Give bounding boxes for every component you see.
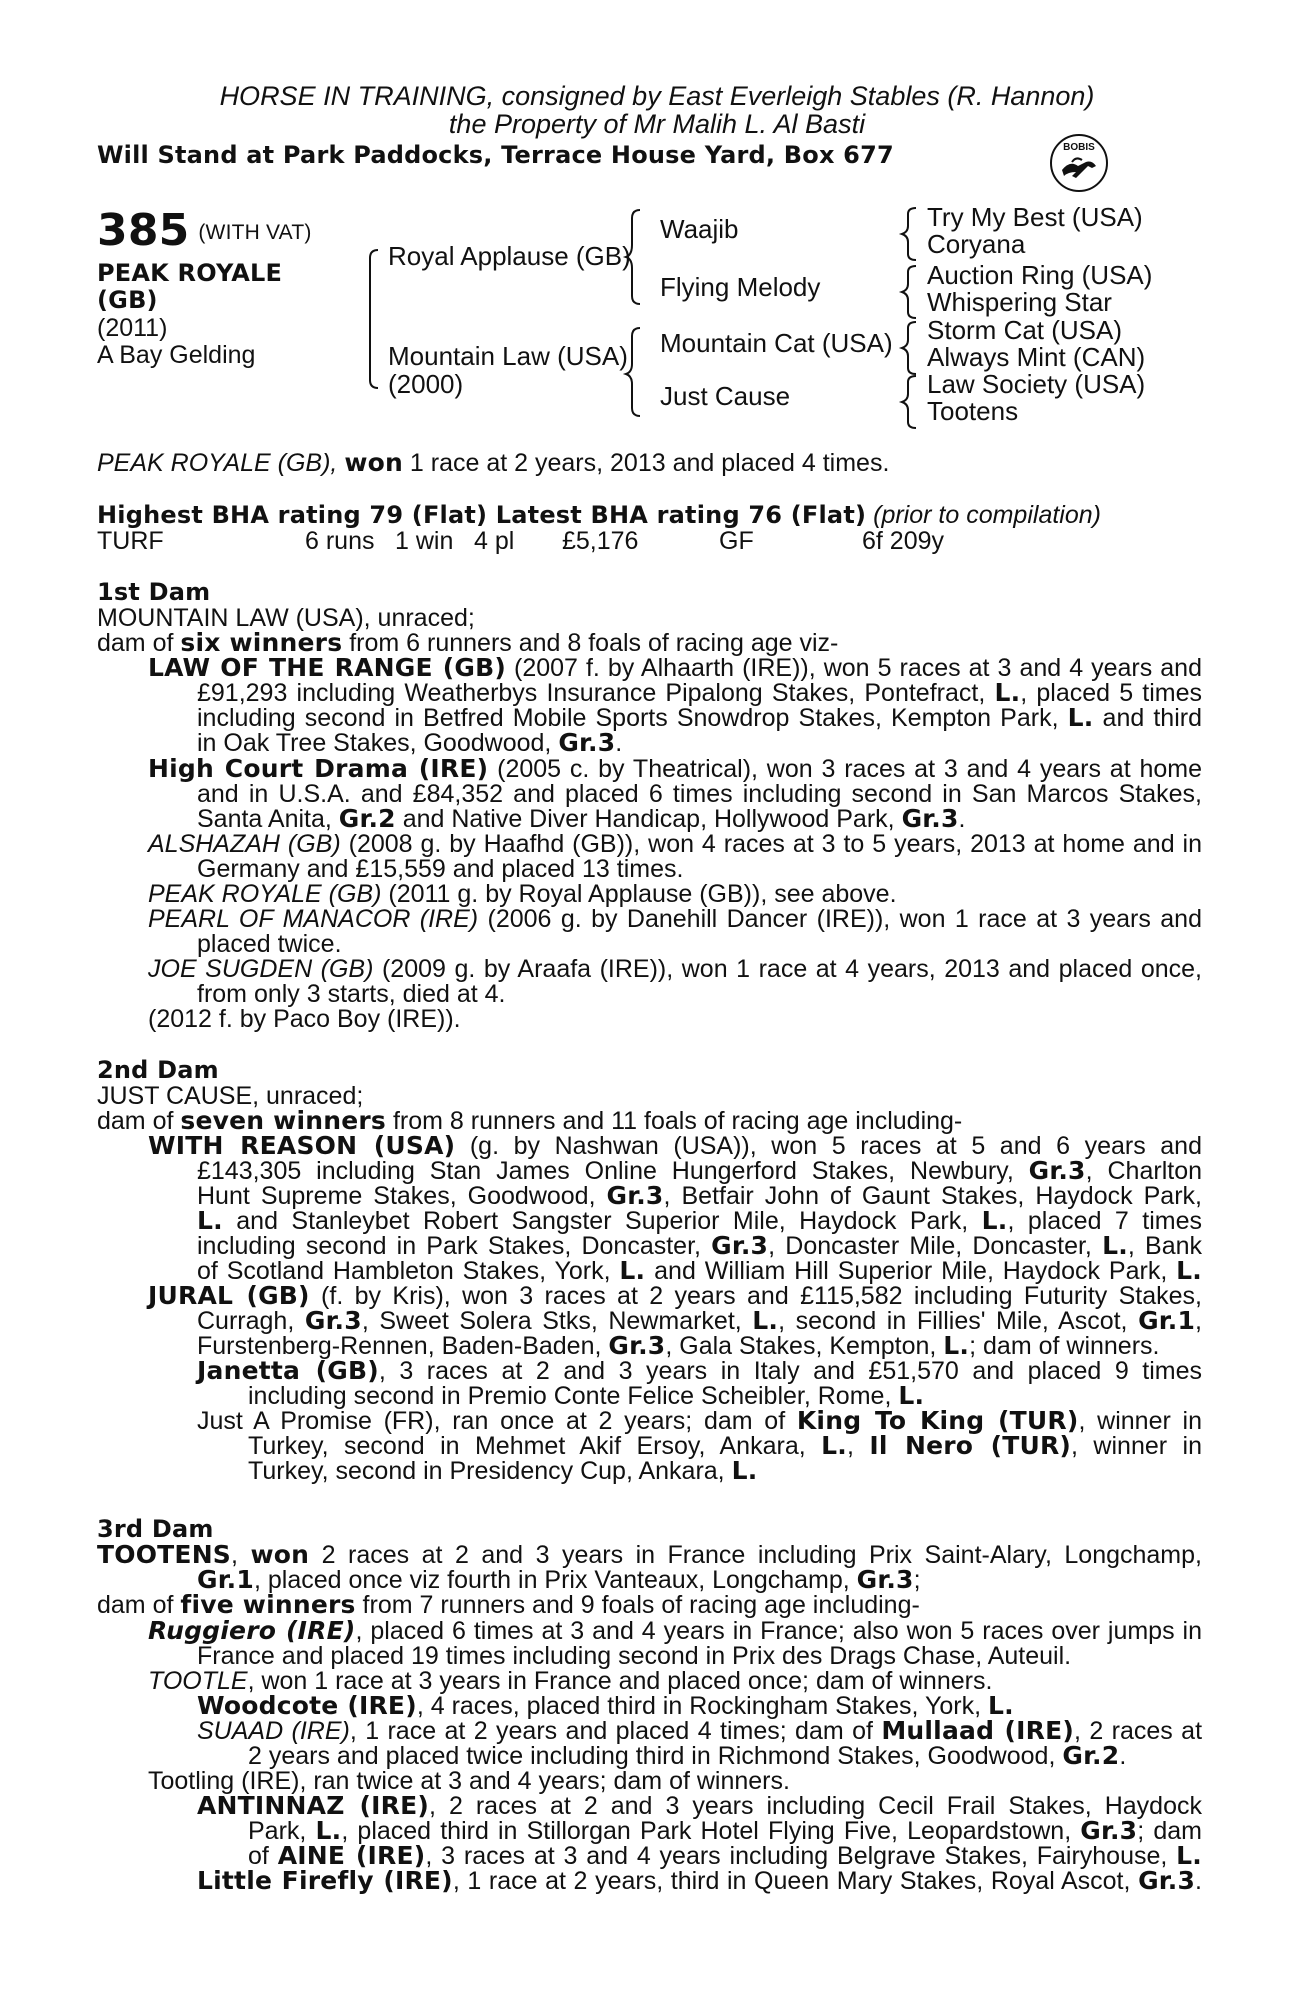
text: , placed third in Stillorgan Park Hotel Flying Five, Leopardstown, xyxy=(341,1817,1081,1845)
lot-name-line-2: (GB) xyxy=(97,286,158,314)
sire: Royal Applause (GB) xyxy=(388,241,631,271)
text: , placed 7 times xyxy=(1007,1207,1202,1235)
second-dam-line-1: JUST CAUSE, unraced; xyxy=(97,1082,364,1110)
text: , Gala Stakes, Kempton, xyxy=(665,1332,944,1360)
produce-entry xyxy=(197,1793,1202,1819)
text: , 1 race at 2 years, third in Queen Mary Stakes, Royal Ascot, xyxy=(452,1867,1139,1895)
text: , 2 races at 2 and 3 years including Cecil Frail Stakes, Haydock xyxy=(429,1792,1202,1820)
horse-name: Ruggiero (IRE) xyxy=(148,1616,356,1645)
grade: L. xyxy=(1102,1231,1128,1260)
third-dam-heading: 3rd Dam xyxy=(97,1515,214,1543)
record-wins: 1 win xyxy=(395,527,454,555)
horse-name: TOOTENS xyxy=(97,1540,232,1569)
horse-name: Mullaad (IRE) xyxy=(881,1716,1075,1745)
grade: L. xyxy=(315,1816,342,1845)
text: (2008 g. by Haafhd (GB)), won 4 races at 3 to 5 years, 2013 at home and in xyxy=(340,830,1202,858)
sire-sire: Waajib xyxy=(660,214,739,244)
grade: L. xyxy=(943,1331,970,1360)
lot-year: (2011) xyxy=(97,314,168,342)
text: , xyxy=(231,1541,251,1569)
text: (2011 g. by Royal Applause (GB)), see above. xyxy=(381,880,897,908)
text: , winner in xyxy=(1071,1432,1202,1460)
text: (f. by Kris), won 3 races at 2 years and £115,582 including Futurity Stakes, xyxy=(309,1282,1202,1310)
grade: L. xyxy=(752,1306,779,1335)
grade: L. xyxy=(619,1256,646,1285)
produce-entry-cont xyxy=(248,1433,1202,1459)
ss-dam: Coryana xyxy=(927,229,1026,259)
lot-vat: (WITH VAT) xyxy=(198,221,312,244)
text: and third xyxy=(1093,704,1202,732)
winner-count: seven winners xyxy=(180,1106,386,1135)
text: . xyxy=(615,729,623,757)
text: from 7 runners and 9 foals of racing age including- xyxy=(355,1591,920,1619)
text: 2 years and placed twice including third in Richmond Stakes, Goodwood, xyxy=(248,1742,1063,1770)
produce-entry-cont xyxy=(197,680,1202,706)
text: 2 races at 2 and 3 years in France including Prix Saint-Alary, Longchamp, xyxy=(309,1541,1202,1569)
text: dam of xyxy=(97,1107,181,1135)
text: from 8 runners and 11 foals of racing age including- xyxy=(386,1107,963,1135)
text: ; xyxy=(913,1566,921,1594)
record-earnings: £5,176 xyxy=(562,527,639,555)
text: , Doncaster Mile, Doncaster, xyxy=(768,1232,1103,1260)
produce-entry xyxy=(148,881,897,907)
text: and William Hill Superior Mile, Haydock Park, xyxy=(645,1257,1177,1285)
text: Santa Anita, xyxy=(197,805,339,833)
record-runs: 6 runs xyxy=(305,527,375,555)
text: Just A Promise (FR), ran once at 2 years; dam of xyxy=(197,1407,797,1435)
summary-name: PEAK ROYALE (GB), xyxy=(97,449,338,477)
text: , 4 races, placed third in Rockingham Stakes, York, xyxy=(416,1692,988,1720)
second-dam-heading: 2nd Dam xyxy=(97,1056,219,1084)
text: in Oak Tree Stakes, Goodwood, xyxy=(197,729,559,757)
produce-entry-cont xyxy=(248,1458,757,1484)
text: , winner in xyxy=(1078,1407,1202,1435)
grade: L. xyxy=(1176,1841,1202,1870)
text: £143,305 including Stan James Online Hungerford Stakes, Newbury, xyxy=(197,1157,1029,1185)
horse-name: TOOTLE xyxy=(148,1667,248,1695)
produce-entry-cont: and in U.S.A. and £84,352 and placed 6 times including second in San Marcos Stakes, xyxy=(197,780,1202,808)
produce-entry xyxy=(148,1618,1202,1644)
won: won xyxy=(250,1540,310,1569)
text: of xyxy=(248,1842,278,1870)
produce-entry xyxy=(197,1868,1202,1894)
produce-entry-cont xyxy=(197,1233,1202,1259)
produce-entry-cont xyxy=(197,1183,1202,1209)
bobis-logo-text: BOBIS xyxy=(1063,142,1095,153)
record-distance: 6f 209y xyxy=(862,527,945,555)
dam-year: (2000) xyxy=(388,369,464,399)
first-dam-line-1: MOUNTAIN LAW (USA), unraced; xyxy=(97,604,475,632)
text: , Bank xyxy=(1127,1232,1203,1260)
text: , 3 races at 2 and 3 years in Italy and £51,570 and placed 9 times xyxy=(378,1357,1202,1385)
grade: Gr.2 xyxy=(338,804,396,833)
text: £91,293 including Weatherbys Insurance Pipalong Stakes, Pontefract, xyxy=(197,679,995,707)
grade: L. xyxy=(981,1206,1008,1235)
third-dam-line-3 xyxy=(97,1592,920,1618)
dam-sire: Mountain Cat (USA) xyxy=(660,328,893,358)
grade: Gr.3 xyxy=(608,1331,666,1360)
text: (2005 c. by Theatrical), won 3 races at 3 and 4 years at home xyxy=(488,755,1203,783)
header-location: Will Stand at Park Paddocks, Terrace House Yard, Box 677 xyxy=(97,141,894,169)
ds-sire: Storm Cat (USA) xyxy=(927,315,1123,345)
horse-name: Il Nero (TUR) xyxy=(869,1431,1072,1460)
text: , Sweet Solera Stks, Newmarket, xyxy=(361,1307,753,1335)
text: Park, xyxy=(248,1817,316,1845)
text: dam of xyxy=(97,1591,181,1619)
produce-entry-cont xyxy=(197,730,622,756)
horse-name: LAW OF THE RANGE (GB) xyxy=(148,653,506,682)
grade: Gr.1 xyxy=(1138,1306,1196,1335)
text: including second in Premio Conte Felice Scheibler, Rome, xyxy=(248,1382,899,1410)
header-line-2: the Property of Mr Malih L. Al Basti xyxy=(448,109,866,139)
text: Hunt Supreme Stakes, Goodwood, xyxy=(197,1182,607,1210)
produce-entry xyxy=(148,655,1202,681)
grade: L. xyxy=(731,1456,758,1485)
text: , Charlton xyxy=(1085,1157,1202,1185)
horse-name: Woodcote (IRE) xyxy=(197,1691,417,1720)
horse-name: JOE SUGDEN (GB) xyxy=(148,955,374,983)
summary-won: won xyxy=(344,448,403,477)
produce-entry-cont: placed twice. xyxy=(197,930,342,958)
grade: Gr.3 xyxy=(856,1565,914,1594)
grade: L. xyxy=(987,1691,1014,1720)
produce-entry-cont: France and placed 19 times including second in Prix des Drags Chase, Auteuil. xyxy=(197,1642,1072,1670)
grade: Gr.3 xyxy=(1028,1156,1086,1185)
text: ; dam xyxy=(1137,1817,1202,1845)
produce-entry-cont xyxy=(197,1208,1202,1234)
text: and Stanleybet Robert Sangster Superior Mile, Haydock Park, xyxy=(222,1207,982,1235)
bha-rating xyxy=(97,502,1101,528)
sire-dam: Flying Melody xyxy=(660,272,821,302)
text: of Scotland Hambleton Stakes, York, xyxy=(197,1257,620,1285)
horse-name: ALSHAZAH (GB) xyxy=(148,830,341,858)
text: , Betfair John of Gaunt Stakes, Haydock Park, xyxy=(663,1182,1202,1210)
text: (2009 g. by Araafa (IRE)), won 1 race at 4 years, 2013 and placed once, xyxy=(373,955,1202,983)
grade: Gr.3 xyxy=(304,1306,362,1335)
text: and Native Diver Handicap, Hollywood Park, xyxy=(395,805,902,833)
text: , xyxy=(846,1432,870,1460)
produce-entry-cont xyxy=(248,1743,1126,1769)
grade: Gr.1 xyxy=(197,1565,254,1594)
record-placed: 4 pl xyxy=(474,527,515,555)
record-surface: TURF xyxy=(97,527,164,555)
sd-dam: Whispering Star xyxy=(927,287,1112,317)
text: , second in Fillies' Mile, Ascot, xyxy=(778,1307,1139,1335)
text: , won 1 race at 3 years in France and placed once; dam of winners. xyxy=(247,1667,993,1695)
horse-name: King To King (TUR) xyxy=(796,1406,1079,1435)
text: ; dam of winners. xyxy=(969,1332,1160,1360)
text: . xyxy=(1119,1742,1127,1770)
text: (2007 f. by Alhaarth (IRE)), won 5 races at 3 and 4 years and xyxy=(505,654,1202,682)
grade: L. xyxy=(821,1431,847,1460)
produce-entry-cont: from only 3 starts, died at 4. xyxy=(197,980,506,1008)
horse-name: Janetta (GB) xyxy=(197,1356,379,1385)
grade: Gr.3 xyxy=(606,1181,664,1210)
text: (2006 g. by Danehill Dancer (IRE)), won 1 race at 3 years and xyxy=(478,905,1202,933)
text: Turkey, second in Mehmet Akif Ersoy, Ankara, xyxy=(248,1432,822,1460)
produce-entry: (2012 f. by Paco Boy (IRE)). xyxy=(148,1005,461,1033)
third-dam-line-1 xyxy=(97,1542,1202,1568)
horse-name: JURAL (GB) xyxy=(148,1281,310,1310)
grade: Gr.3 xyxy=(711,1231,769,1260)
produce-entry xyxy=(148,831,1202,857)
dd-sire: Law Society (USA) xyxy=(927,369,1146,399)
text: Curragh, xyxy=(197,1307,305,1335)
bha-rating-text: Highest BHA rating 79 (Flat) Latest BHA rating 76 (Flat) xyxy=(97,501,867,529)
text: including second in Park Stakes, Doncaster, xyxy=(197,1232,712,1260)
record-going: GF xyxy=(719,527,754,555)
text: , 2 races at xyxy=(1074,1717,1203,1745)
produce-entry xyxy=(148,756,1202,782)
produce-entry-cont xyxy=(197,1308,1202,1334)
text: , placed 5 times xyxy=(1020,679,1202,707)
text: . xyxy=(1195,1867,1202,1895)
grade: Gr.2 xyxy=(1062,1741,1120,1770)
grade: L. xyxy=(1176,1256,1202,1285)
grade: L. xyxy=(898,1381,925,1410)
text: from 6 runners and 8 foals of racing age viz- xyxy=(342,629,839,657)
summary-rest: 1 race at 2 years, 2013 and placed 4 times. xyxy=(402,449,890,477)
produce-entry xyxy=(148,956,1202,982)
horse-name: SUAAD (IRE) xyxy=(197,1717,350,1745)
text: dam of xyxy=(97,629,181,657)
produce-entry-cont xyxy=(197,1158,1202,1184)
grade: Gr.3 xyxy=(558,728,616,757)
ss-sire: Try My Best (USA) xyxy=(927,202,1143,232)
winner-count: six winners xyxy=(180,628,343,657)
produce-entry xyxy=(197,1718,1202,1744)
ds-dam: Always Mint (CAN) xyxy=(927,342,1146,372)
horse-name: AINE (IRE) xyxy=(277,1841,426,1870)
text: , placed once viz fourth in Prix Vanteaux, Longchamp, xyxy=(253,1566,857,1594)
horse-name: PEAK ROYALE (GB) xyxy=(148,880,382,908)
grade: L. xyxy=(994,678,1021,707)
text: Furstenberg-Rennen, Baden-Baden, xyxy=(197,1332,609,1360)
lot-description: A Bay Gelding xyxy=(97,341,256,369)
produce-entry xyxy=(148,906,1202,932)
grade: L. xyxy=(197,1206,223,1235)
horse-name: ANTINNAZ (IRE) xyxy=(197,1791,429,1820)
grade: L. xyxy=(1067,703,1094,732)
horse-name: PEARL OF MANACOR (IRE) xyxy=(148,905,479,933)
header-line-1: HORSE IN TRAINING, consigned by East Everleigh Stables (R. Hannon) xyxy=(219,81,1095,111)
text: . xyxy=(958,805,966,833)
text: , 1 race at 2 years and placed 4 times; dam of xyxy=(349,1717,882,1745)
produce-entry: Tootling (IRE), ran twice at 3 and 4 years; dam of winners. xyxy=(148,1767,790,1795)
text: (g. by Nashwan (USA)), won 5 races at 5 and 6 years and xyxy=(455,1132,1202,1160)
grade: Gr.3 xyxy=(901,804,959,833)
dam-dam: Just Cause xyxy=(660,381,791,411)
race-summary xyxy=(97,450,889,476)
text: , 3 races at 3 and 4 years including Belgrave Stakes, Fairyhouse, xyxy=(425,1842,1177,1870)
horse-name: WITH REASON (USA) xyxy=(148,1131,456,1160)
grade: Gr.3 xyxy=(1080,1816,1138,1845)
sd-sire: Auction Ring (USA) xyxy=(927,260,1153,290)
produce-entry-cont: Germany and £15,559 and placed 13 times. xyxy=(197,855,684,883)
winner-count: five winners xyxy=(180,1590,356,1619)
horse-name: High Court Drama (IRE) xyxy=(148,754,489,783)
lot-name-line-1: PEAK ROYALE xyxy=(97,259,283,287)
produce-entry-cont xyxy=(197,705,1202,731)
produce-entry-cont xyxy=(197,1258,1202,1284)
grade: Gr.3 xyxy=(1138,1866,1196,1895)
horse-name: Little Firefly (IRE) xyxy=(197,1866,453,1895)
dam: Mountain Law (USA) xyxy=(388,341,628,371)
first-dam-heading: 1st Dam xyxy=(97,578,211,606)
dd-dam: Tootens xyxy=(927,396,1019,426)
text: Turkey, second in Presidency Cup, Ankara, xyxy=(248,1457,732,1485)
text: including second in Betfred Mobile Sports Snowdrop Stakes, Kempton Park, xyxy=(197,704,1068,732)
lot-number: 385 xyxy=(97,205,190,256)
bha-rating-note: (prior to compilation) xyxy=(873,501,1101,529)
text: , placed 6 times at 3 and 4 years in France; also won 5 races over jumps in xyxy=(355,1617,1202,1645)
produce-entry-cont xyxy=(197,806,966,832)
text: , xyxy=(1195,1307,1202,1335)
produce-entry xyxy=(197,1358,1202,1384)
